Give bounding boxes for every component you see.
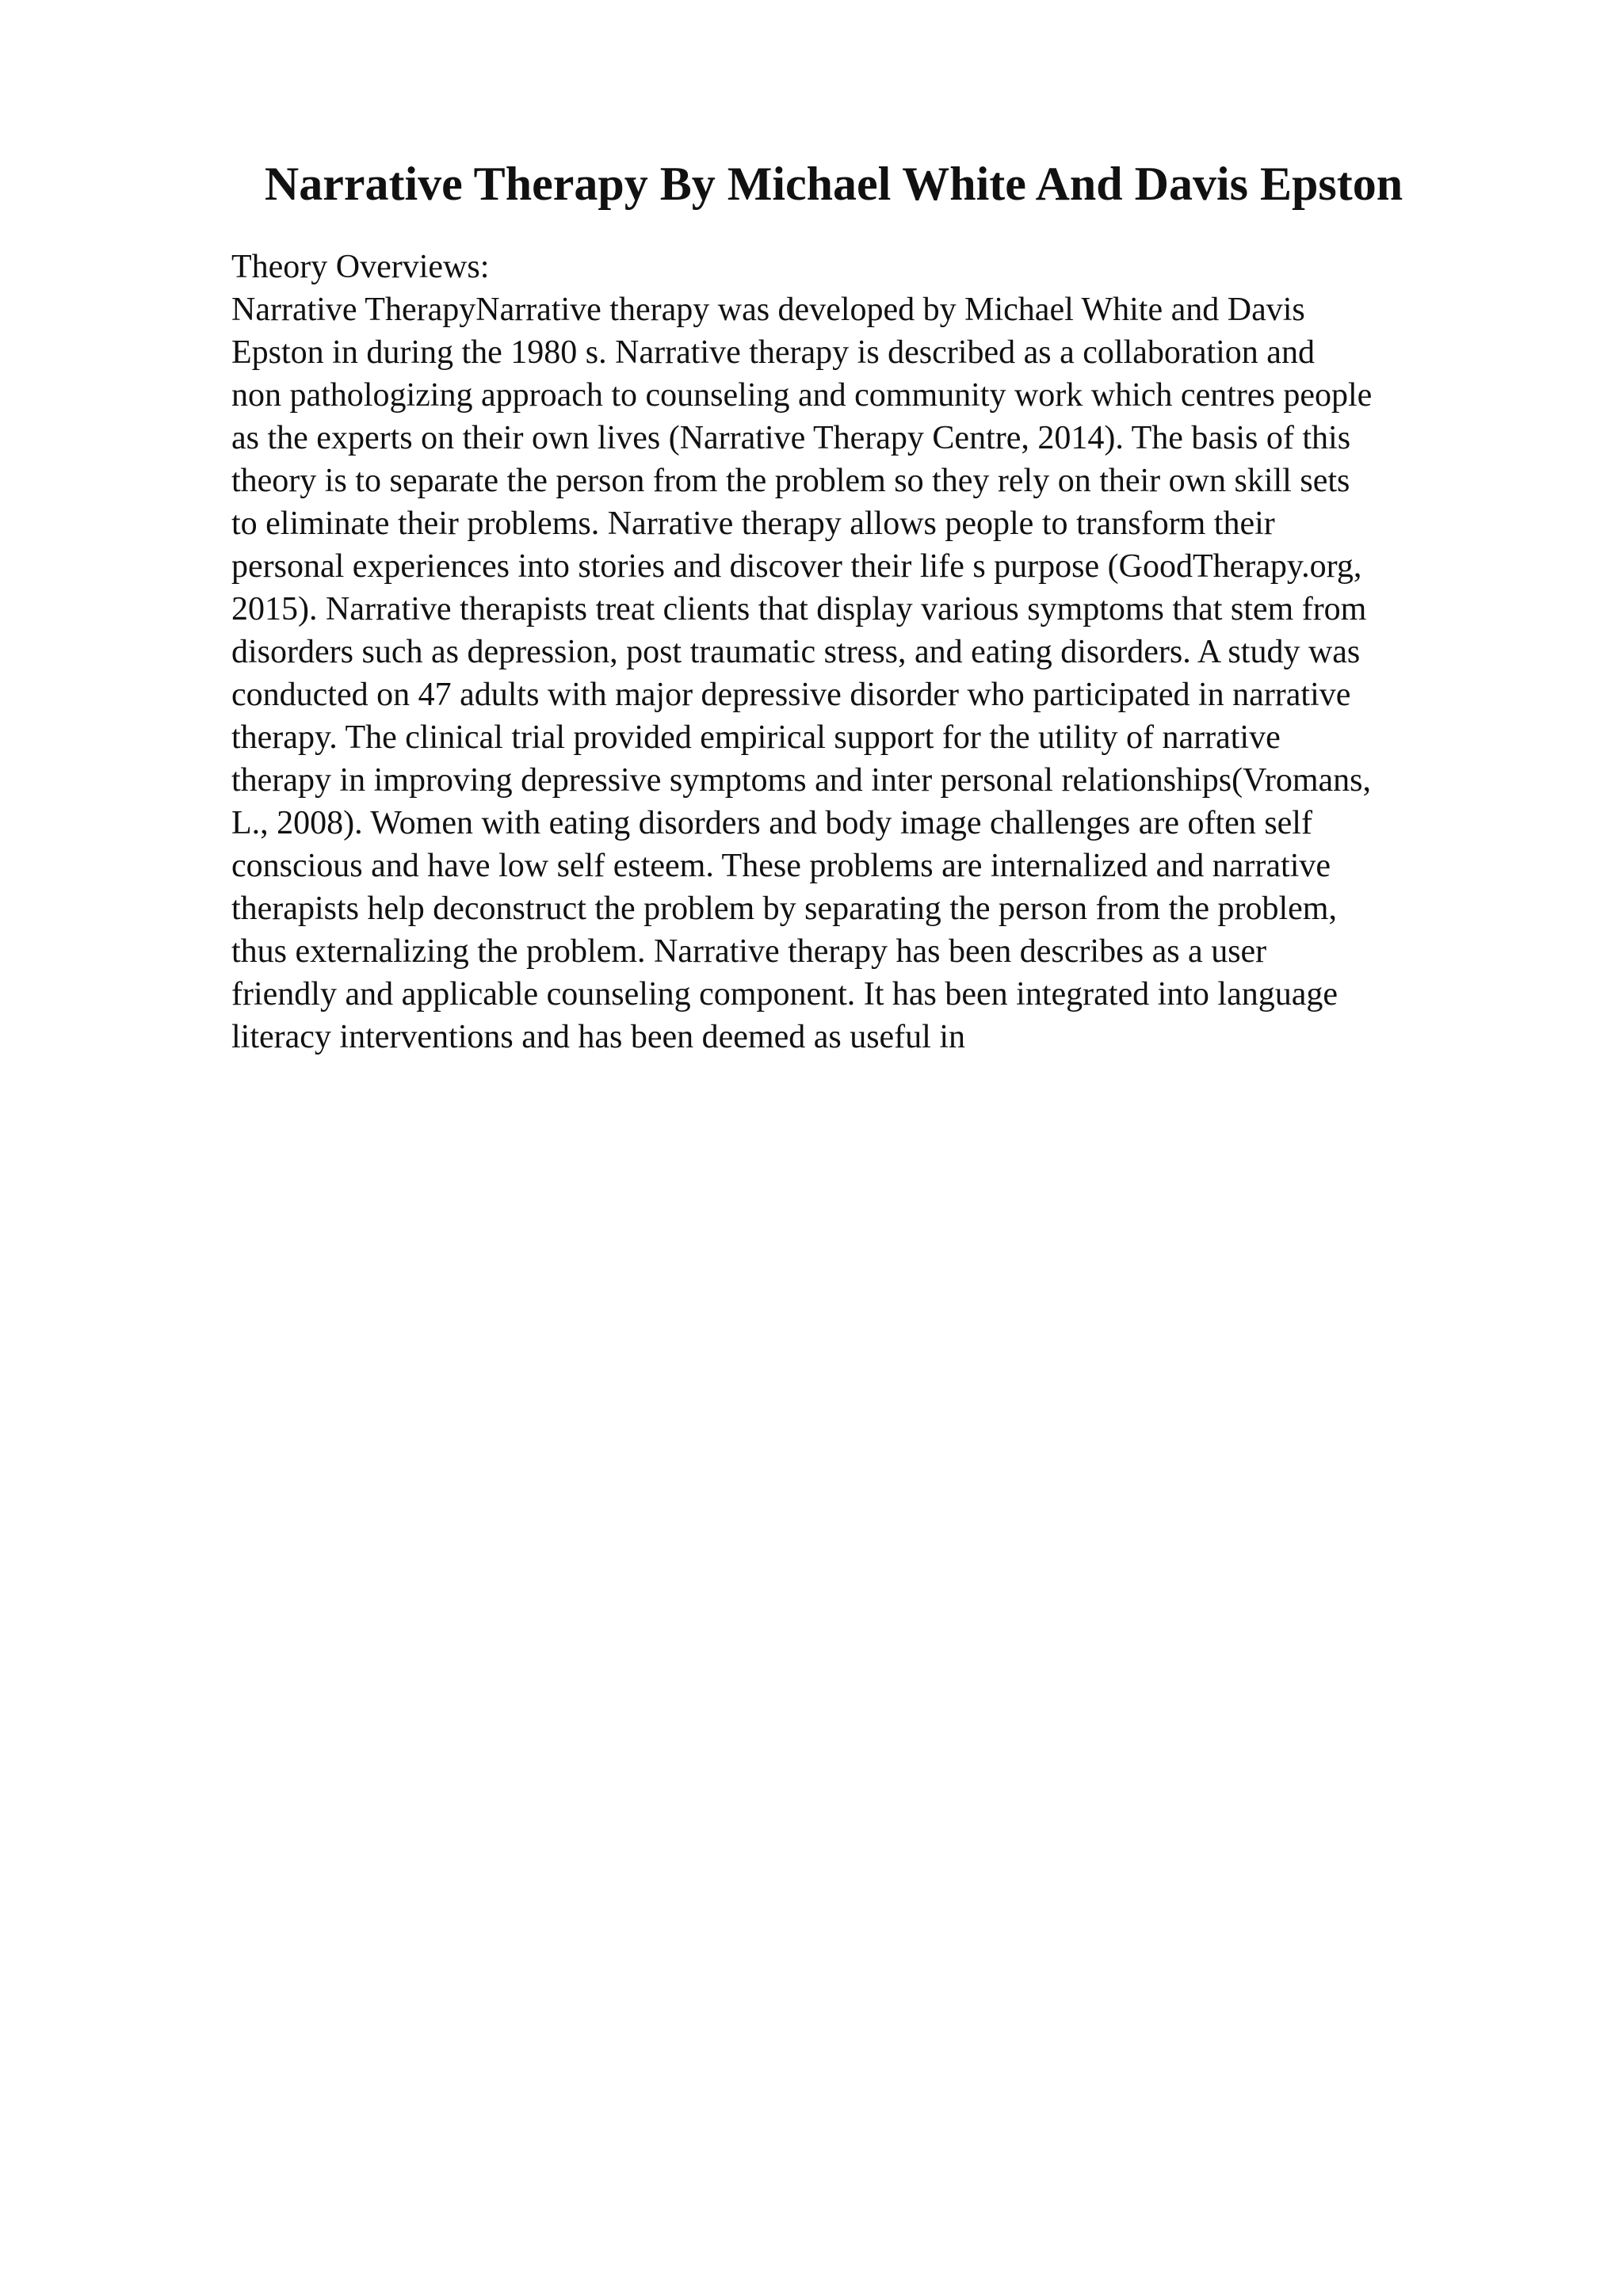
body-line: literacy interventions and has been deemed as useful in: [231, 1019, 966, 1055]
body-line: to eliminate their problems. Narrative therapy allows people to transform their: [231, 505, 1275, 542]
body-line: 2015). Narrative therapists treat clients that display various symptoms that stem from: [231, 591, 1367, 627]
section-heading: Theory Overviews:: [231, 249, 490, 285]
body-line: as the experts on their own lives (Narrative Therapy Centre, 2014). The basis of this: [231, 420, 1351, 456]
document-title: Narrative Therapy By Michael White And Davis Epston: [264, 158, 1403, 210]
body-line: Epston in during the 1980 s. Narrative therapy is described as a collaboration and: [231, 334, 1315, 371]
body-line: theory is to separate the person from the problem so they rely on their own skill sets: [231, 463, 1350, 499]
body-line: conducted on 47 adults with major depressive disorder who participated in narrative: [231, 677, 1351, 713]
body-line: Narrative TherapyNarrative therapy was developed by Michael White and Davis: [231, 292, 1305, 328]
document-body: [231, 246, 1515, 1058]
body-line: conscious and have low self esteem. These problems are internalized and narrative: [231, 848, 1331, 884]
body-line: non pathologizing approach to counseling and community work which centres people: [231, 377, 1373, 414]
body-line: personal experiences into stories and discover their life s purpose (GoodTherapy.org,: [231, 548, 1362, 585]
body-line: therapy in improving depressive symptoms and inter personal relationships(Vromans,: [231, 762, 1372, 799]
body-line: disorders such as depression, post traumatic stress, and eating disorders. A study was: [231, 634, 1361, 670]
body-line: thus externalizing the problem. Narrative therapy has been describes as a user: [231, 933, 1267, 970]
body-line: therapists help deconstruct the problem by separating the person from the problem,: [231, 891, 1337, 927]
body-line: L., 2008). Women with eating disorders and body image challenges are often self: [231, 805, 1312, 841]
body-line: friendly and applicable counseling component. It has been integrated into language: [231, 976, 1338, 1013]
body-line: therapy. The clinical trial provided empirical support for the utility of narrative: [231, 719, 1281, 756]
